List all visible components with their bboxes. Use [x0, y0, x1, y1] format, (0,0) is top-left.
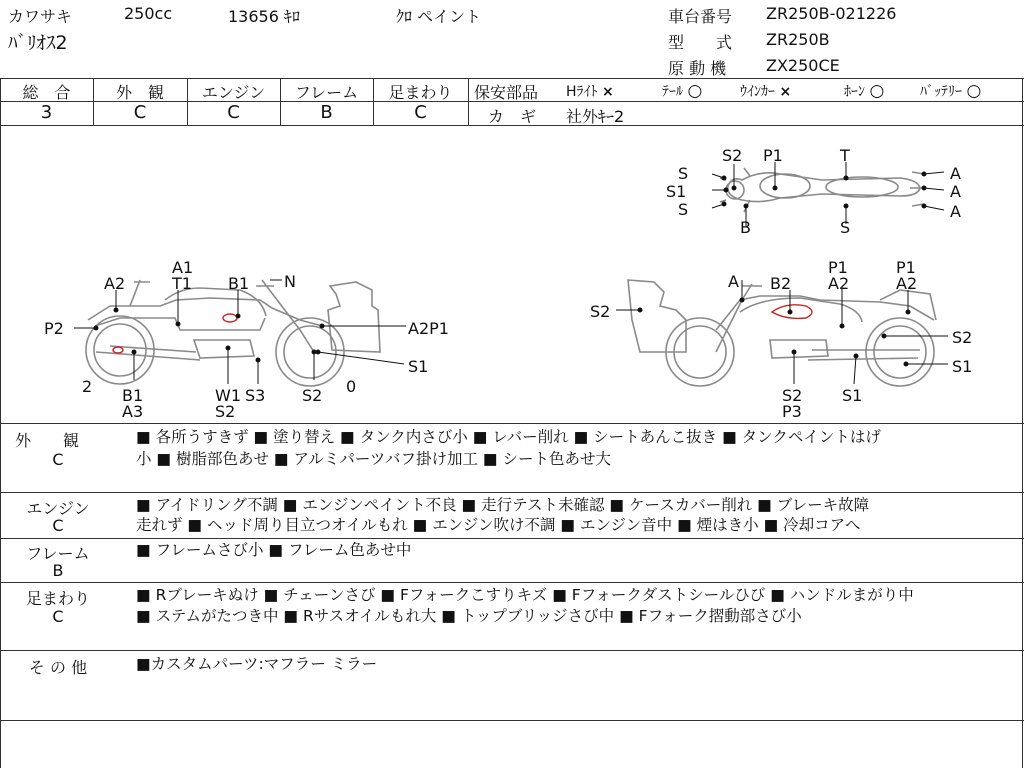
diagram-label: S2 [782, 386, 803, 405]
engine-type: ZX250CE [766, 56, 840, 75]
diagram-label: A2 [104, 274, 126, 293]
diagram-label: T [840, 146, 850, 165]
winker-label: ｳｲﾝｶｰ [740, 84, 775, 100]
diagram-label: A [950, 182, 961, 201]
top-view-outline [720, 168, 924, 212]
diagram-label: A [728, 272, 739, 291]
safety-item-battery [920, 81, 981, 101]
grade-header-exterior: 外 観 [115, 83, 164, 102]
grade-value-suspension: C [414, 102, 427, 123]
comment-grade-engine: C [52, 516, 64, 535]
safety-label: 保安部品 [474, 83, 539, 102]
comment-line: ■ ステムがたつき中 ■ Rサスオイルもれ大 ■ トップブリッジさび中 ■ Fフォーク摺動部さび小 [136, 607, 802, 625]
mileage: 13656 ｷﾛ [228, 7, 300, 26]
right-view-outline [628, 280, 936, 386]
diagram-label: P3 [782, 402, 802, 421]
diagram-label: N [284, 272, 296, 291]
winker-mark: × [779, 84, 792, 100]
horn-label: ﾎｰﾝ [844, 84, 865, 100]
diagram-label: A [950, 202, 961, 221]
diagram-label: P2 [44, 319, 64, 338]
grade-header-engine: エンジン [201, 83, 266, 102]
diagram-label: B2 [770, 274, 792, 293]
comment-line: ■ 各所うすきず ■ 塗り替え ■ タンク内さび小 ■ レバー削れ ■ シートあんこ抜き ■ タンクペイントはげ [136, 428, 881, 446]
model-type-label: 型 式 [668, 33, 733, 52]
diagram-label: S [678, 164, 689, 183]
safety-item-headlight [566, 81, 614, 101]
body-color: ｸﾛ ペイント [396, 7, 482, 26]
comment-grade-exterior: C [52, 450, 64, 469]
model-name: ﾊﾞﾘｵｽ2 [8, 32, 68, 54]
grade-header-suspension: 足まわり [388, 83, 453, 102]
comment-line: ■ フレームさび小 ■ フレーム色あせ中 [136, 541, 412, 559]
motorcycle-diagrams [0, 126, 1024, 423]
battery-mark: ○ [966, 81, 982, 101]
displacement: 250cc [124, 4, 173, 23]
diagram-label: S1 [842, 386, 863, 405]
diagram-label: B1 [228, 274, 250, 293]
diagram-label: A2P1 [408, 319, 449, 338]
engine-type-label: 原 動 機 [668, 59, 727, 78]
diagram-label: A2 [828, 274, 850, 293]
diagram-label: S1 [408, 357, 429, 376]
diagram-label: W1 [215, 386, 241, 405]
diagram-label: P1 [828, 258, 848, 277]
headlight-mark: × [601, 84, 614, 100]
diagram-label: S [840, 218, 851, 237]
diagram-label: A3 [122, 402, 144, 421]
key-value: 社外ｷｰ2 [566, 107, 625, 126]
tail-mark: ○ [687, 81, 703, 101]
grade-value-overall: 3 [40, 102, 53, 123]
grade-value-exterior: C [133, 102, 147, 123]
diagram-label: A2 [896, 274, 918, 293]
diagram-label: B1 [122, 386, 144, 405]
comment-line: ■ Rブレーキぬけ ■ チェーンさび ■ Fフォークこすりキズ ■ Fフォークダストシールひび ■ ハンドルまがり中 [136, 586, 914, 604]
safety-item-winker [740, 81, 791, 101]
comment-line: 走れず ■ ヘッド周り目立つオイルもれ ■ エンジン吹け不調 ■ エンジン音中 ■ 煙はき小 ■ 冷却コアへ [136, 516, 861, 534]
diagram-label: A1 [172, 258, 194, 277]
diagram-label: S2 [952, 328, 973, 347]
diagram-label: B [740, 218, 751, 237]
horn-mark: ○ [869, 81, 885, 101]
comment-title-other: そ の 他 [28, 658, 88, 677]
diagram-label: S1 [952, 357, 973, 376]
diagram-label: S2 [215, 402, 236, 421]
comment-line: 小 ■ 樹脂部色あせ ■ アルミパーツバフ掛け加工 ■ シート色あせ大 [136, 450, 611, 468]
safety-item-horn [844, 81, 884, 101]
left-view-outline [86, 280, 380, 386]
grade-header-overall: 総 合 [22, 83, 71, 102]
model-type: ZR250B [766, 30, 830, 49]
diagram-label: A [950, 164, 961, 183]
damage-marks-red [113, 305, 812, 353]
damage-diagram [0, 126, 1024, 423]
diagram-label: S2 [590, 302, 611, 321]
battery-label: ﾊﾞｯﾃﾘｰ [920, 84, 962, 100]
frame-number-label: 車台番号 [668, 7, 733, 26]
key-label: カ ギ [488, 107, 537, 126]
diagram-label: P1 [763, 146, 783, 165]
diagram-label: S [678, 200, 689, 219]
comment-line: ■カスタムパーツ:マフラー ミラー [136, 655, 378, 673]
headlight-label: Hﾗｲﾄ [566, 84, 598, 100]
diagram-label: S2 [722, 146, 743, 165]
comment-grade-suspension: C [52, 607, 64, 626]
diagram-label: P1 [896, 258, 916, 277]
grade-value-engine: C [227, 102, 240, 123]
comment-line: ■ アイドリング不調 ■ エンジンペイント不良 ■ 走行テスト未確認 ■ ケースカバー削れ ■ ブレーキ故障 [136, 496, 870, 514]
frame-number: ZR250B-021226 [766, 4, 897, 23]
diagram-label: T1 [172, 274, 192, 293]
diagram-label: 2 [82, 377, 93, 396]
diagram-label: 0 [346, 377, 357, 396]
diagram-label: S1 [666, 182, 687, 201]
diagram-label: S3 [245, 386, 266, 405]
maker-name: カワサキ [8, 7, 73, 26]
comment-grade-frame: B [52, 561, 64, 580]
grade-header-frame: フレーム [294, 83, 359, 102]
comment-title-frame: フレーム [26, 544, 90, 563]
tail-label: ﾃｰﾙ [662, 84, 683, 100]
comment-title-exterior: 外 観 [14, 431, 79, 450]
diagram-label: S2 [302, 386, 323, 405]
safety-item-tail [662, 81, 702, 101]
grade-value-frame: B [320, 102, 333, 123]
comment-title-engine: エンジン [26, 499, 90, 518]
comment-title-suspension: 足まわり [25, 589, 90, 608]
